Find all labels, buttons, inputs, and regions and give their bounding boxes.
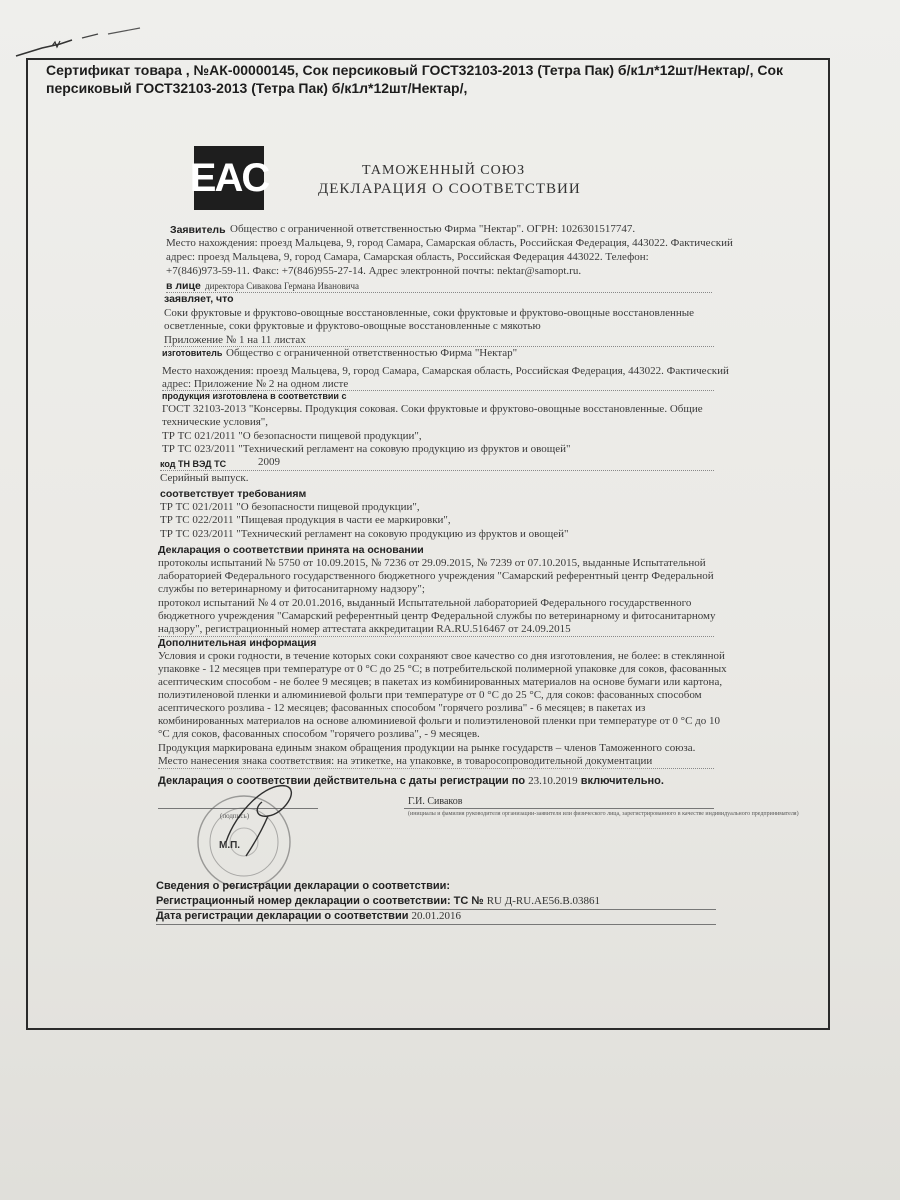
- registration-number-row: [156, 895, 600, 907]
- basis-line-6: надзору", регистрационный номер аттестата аккредитации RA.RU.516467 от 24.09.2015: [158, 623, 571, 635]
- manufacturer-name: Общество с ограниченной ответственностью Фирма "Нектар": [226, 347, 518, 359]
- product-header-line-1: Сертификат товара , №АК-00000145, Сок персиковый ГОСТ32103-2013 (Тетра Пак) б/к1л*12шт/Нектар/, Сок: [46, 62, 784, 78]
- complies-label: соответствует требованиям: [160, 488, 307, 500]
- complies-line-1: ТР ТС 021/2011 "О безопасности пищевой продукции",: [160, 501, 420, 513]
- basis-line-5: бюджетного учреждения "Самарский референтный центр Федеральной службы по ветеринарному и фитосанитарному: [158, 610, 716, 622]
- manufacturer-line-2: адрес: Приложение № 2 на одном листе: [162, 378, 349, 390]
- signature-caption: (подпись): [220, 812, 250, 820]
- registration-date: 20.01.2016: [411, 910, 462, 922]
- declares-line-3: Приложение № 1 на 11 листах: [164, 334, 306, 346]
- produced-line-3: ТР ТС 021/2011 "О безопасности пищевой продукции",: [162, 430, 422, 442]
- declares-label: заявляет, что: [164, 293, 234, 305]
- signer-name: Г.И. Сиваков: [408, 796, 463, 807]
- divider: [160, 470, 714, 471]
- additional-line-2: упаковке - 12 месяцев при температуре от 0 °С до 25 °С; в потребительской полимерной упаковке для соков, фасованных: [158, 663, 727, 675]
- manufacturer-line-1: Место нахождения: проезд Мальцева, 9, город Самара, Самарская область, Российская Федерация, 443022. Фактический: [162, 365, 729, 377]
- basis-label: Декларация о соответствии принята на основании: [158, 544, 424, 556]
- divider: [158, 768, 714, 769]
- validity-prefix: Декларация о соответствии действительна с даты регистрации по: [158, 775, 526, 787]
- applicant-line-4: +7(846)973-59-11. Факс: +7(846)955-27-14. Адрес электронной почты: nektar@samopt.ru.: [166, 265, 582, 277]
- produced-line-4: ТР ТС 023/2011 "Технический регламент на соковую продукцию из фруктов и овощей": [162, 443, 571, 455]
- divider: [156, 924, 716, 925]
- basis-line-2: лабораторией Федерального государственного бюджетного учреждения "Самарский референтный центр Федеральной: [158, 570, 714, 582]
- registration-date-row: [156, 910, 461, 922]
- additional-line-9: Место нанесения знака соответствия: на этикетке, на упаковке, в товаросопроводительной документации: [158, 755, 653, 767]
- complies-line-2: ТР ТС 022/2011 "Пищевая продукция в части ее маркировки",: [160, 514, 451, 526]
- registration-label: Сведения о регистрации декларации о соответствии:: [156, 880, 451, 892]
- code-value: 2009: [258, 456, 280, 468]
- divider: [166, 292, 712, 293]
- applicant-line-1: Общество с ограниченной ответственностью Фирма "Нектар". ОГРН: 1026301517747.: [230, 223, 636, 235]
- declares-line-2: осветленные, соки фруктовые и фруктово-овощные восстановленные с мякотью: [164, 320, 541, 332]
- eac-logo-icon: EAC: [194, 146, 264, 210]
- code-label: код ТН ВЭД ТС: [160, 459, 227, 469]
- applicant-label: Заявитель: [170, 224, 226, 236]
- stamp-place-label: М.П.: [219, 840, 241, 851]
- validity-suffix: включительно.: [580, 775, 664, 787]
- title-customs-union: ТАМОЖЕННЫЙ СОЮЗ: [362, 163, 526, 178]
- registration-number-label: Регистрационный номер декларации о соответствии: ТС №: [156, 895, 484, 907]
- additional-line-6: комбинированных материалов на основе алюминиевой фольги и полиэтиленовой пленки при температуре от 0 °С до 10: [158, 715, 721, 727]
- additional-line-8: Продукция маркирована единым знаком обращения продукции на рынке государств – членов Таможенного союза.: [158, 742, 696, 754]
- additional-line-7: °С для соков, фасованных способом "горячего розлива", - 9 месяцев.: [158, 728, 480, 740]
- validity-date: 23.10.2019: [528, 775, 578, 787]
- basis-line-3: службы по ветеринарному и фитосанитарному надзору";: [158, 583, 425, 595]
- handwritten-signature-icon: [196, 772, 306, 862]
- produced-line-2: технические условия",: [162, 416, 269, 428]
- additional-line-5: асептического розлива - 12 месяцев; фасованных способом "горячего розлива" - 6 месяцев; в пакетах из: [158, 702, 646, 714]
- registration-number: RU Д-RU.АЕ56.В.03861: [486, 895, 600, 907]
- serial-release: Серийный выпуск.: [160, 472, 249, 484]
- manufacturer-label: изготовитель: [162, 348, 223, 358]
- complies-line-3: ТР ТС 023/2011 "Технический регламент на соковую продукцию из фруктов и овощей": [160, 528, 569, 540]
- signer-caption: (инициалы и фамилия руководителя организации-заявителя или физического лица, зарегистрированного в качестве индивидуального предпринимателя): [408, 811, 799, 817]
- additional-line-1: Условия и сроки годности, в течение которых соки сохраняют свое качество со дня изготовления, не более: в стеклянной: [158, 650, 725, 662]
- basis-line-4: протокол испытаний № 4 от 20.01.2016, выданный Испытательной лабораторией Федерального государственного: [158, 597, 692, 609]
- person-value: директора Сивакова Германа Ивановича: [205, 281, 360, 291]
- title-declaration: ДЕКЛАРАЦИЯ О СООТВЕТСТВИИ: [318, 181, 581, 197]
- registration-date-label: Дата регистрации декларации о соответствии: [156, 910, 409, 922]
- name-line: [404, 808, 714, 809]
- product-header-line-2: персиковый ГОСТ32103-2013 (Тетра Пак) б/к1л*12шт/Нектар/,: [46, 80, 468, 96]
- basis-line-1: протоколы испытаний № 5750 от 10.09.2015, № 7236 от 29.09.2015, № 7239 от 07.10.2015, выданные Испытательной: [158, 557, 706, 569]
- additional-line-4: полиэтиленовой пленки и алюминиевой фольги при температуре от 0 °С до 25 °С, для соков: фасованных способом: [158, 689, 702, 701]
- additional-label: Дополнительная информация: [158, 637, 317, 649]
- additional-line-3: асептическим способом - не более 9 месяцев; в пакетах из комбинированных материалов на основе бумаги или картона,: [158, 676, 723, 688]
- produced-line-1: ГОСТ 32103-2013 "Консервы. Продукция соковая. Соки фруктовые и фруктово-овощные восстановленные. Общие: [162, 403, 703, 415]
- handwritten-mark: [12, 22, 162, 62]
- produced-label: продукция изготовлена в соответствии с: [162, 391, 347, 401]
- applicant-line-3: адрес: проезд Мальцева, 9, город Самара, Самарская область, Российская Федерация 443022. Телефон:: [166, 251, 649, 263]
- declares-line-1: Соки фруктовые и фруктово-овощные восстановленные, соки фруктовые и фруктово-овощные восстановленные: [164, 307, 694, 319]
- person-label: в лице: [166, 280, 201, 292]
- applicant-line-2: Место нахождения: проезд Мальцева, 9, город Самара, Самарская область, Российская Федерация, 443022. Фактический: [166, 237, 733, 249]
